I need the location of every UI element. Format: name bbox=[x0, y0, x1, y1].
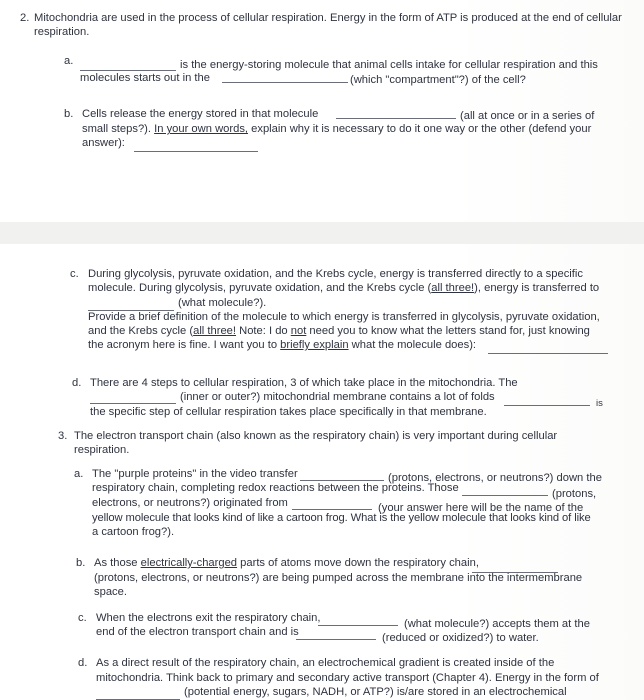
q3a-line-2b: (protons, bbox=[552, 488, 597, 500]
q3d-letter: d. bbox=[78, 657, 88, 669]
q2c-line-6b: what the molecule does): bbox=[351, 339, 477, 351]
q2c-line-6a: the acronym here is fine. I want you to bbox=[88, 339, 278, 351]
q2c-not: not bbox=[290, 325, 307, 337]
q3-number: 3. bbox=[58, 430, 68, 442]
q2d-line-3: the specific step of cellular respiration takes place specifically in that membrane. bbox=[90, 406, 487, 418]
q2c-letter: c. bbox=[70, 268, 79, 280]
q3d-line-1: As a direct result of the respiratory chain, an electrochemical gradient is created inside of the bbox=[96, 657, 555, 669]
q3b-line-1a: As those bbox=[94, 557, 138, 569]
q3d-line-2: mitochondria. Think back to primary and secondary active transport (Chapter 4). Energy in the form of bbox=[96, 672, 599, 684]
q2c-line-3: (what molecule?). bbox=[178, 297, 267, 309]
q2b-own-words: In your own words, bbox=[154, 123, 249, 135]
q3a-line-1a: The "purple proteins" in the video transfer bbox=[92, 468, 298, 480]
q3c-blank-2[interactable] bbox=[296, 629, 376, 645]
q2b-text-4: answer): bbox=[82, 137, 125, 149]
q2b-blank-1[interactable] bbox=[336, 108, 456, 124]
q2d-line-2-end: is bbox=[596, 398, 603, 409]
q2c-briefly-explain: briefly explain bbox=[280, 339, 349, 351]
q2c-blank-2[interactable] bbox=[488, 343, 608, 359]
q2b-text-1: Cells release the energy stored in that molecule bbox=[82, 108, 319, 120]
q2-number: 2. bbox=[20, 12, 30, 24]
q2c-line-6 bbox=[88, 339, 476, 353]
q3b-line-1b: parts of atoms move down the respiratory chain, bbox=[240, 557, 479, 569]
q2c-all-three-1: all three! bbox=[431, 282, 475, 294]
q3a-letter: a. bbox=[74, 468, 84, 480]
q3b-line-3: space. bbox=[94, 586, 127, 598]
q2b-blank-2[interactable] bbox=[134, 141, 258, 157]
q3c-line-2b: (reduced or oxidized?) to water. bbox=[382, 632, 539, 644]
q3b-electrically-charged: electrically-charged bbox=[140, 557, 238, 569]
q3c-line-1b: (what molecule?) accepts them at the bbox=[404, 618, 590, 630]
q2b-explain: explain why it is necessary to do it one way or the other (defend your bbox=[251, 123, 592, 135]
q2a-text-2: molecules starts out in the bbox=[80, 72, 210, 84]
q3d-line-3: (potential energy, sugars, NADH, or ATP?) is/are stored in an electrochemical bbox=[184, 686, 567, 698]
q3a-line-1b: (protons, electrons, or neutrons?) down the bbox=[388, 472, 602, 484]
q2a-letter: a. bbox=[64, 55, 74, 67]
q3c-line-1a: When the electrons exit the respiratory chain, bbox=[96, 612, 321, 624]
q3a-line-5: a cartoon frog?). bbox=[92, 526, 175, 538]
q3a-line-3a: electrons, or neutrons?) originated from bbox=[92, 497, 288, 509]
q3a-line-2a: respiratory chain, completing redox reactions between the proteins. Those bbox=[92, 482, 459, 494]
q2c-line-5b: Note: I do bbox=[236, 325, 288, 337]
q3-prompt: The electron transport chain (also known as the respiratory chain) is very important during cellular respiration. bbox=[74, 430, 558, 456]
q3a-line-3b: (your answer here will be the name of the bbox=[378, 502, 584, 514]
q2c-line-1: During glycolysis, pyruvate oxidation, and the Krebs cycle, energy is transferred directly to a specific bbox=[88, 268, 583, 280]
q2c-line-2 bbox=[88, 282, 599, 296]
q2b-text-2: (all at once or in a series of bbox=[460, 110, 595, 122]
q2c-line-5a: and the Krebs cycle ( bbox=[88, 325, 194, 337]
q2d-letter: d. bbox=[72, 377, 82, 389]
q2d-blank-2[interactable] bbox=[504, 395, 590, 411]
q3b-line-1 bbox=[94, 557, 479, 571]
q3c-letter: c. bbox=[78, 612, 87, 624]
q2b-text-3 bbox=[82, 123, 591, 137]
q2c-all-three-2: all three! bbox=[193, 325, 237, 337]
q2c-line-2a: molecule. During glycolysis, pyruvate oxidation, and the Krebs cycle ( bbox=[88, 282, 432, 294]
q3b-letter: b. bbox=[76, 557, 86, 569]
q2d-line-1: There are 4 steps to cellular respiration, 3 of which take place in the mitochondria. The bbox=[90, 377, 518, 389]
q2d-line-2: (inner or outer?) mitochondrial membrane contains a lot of folds bbox=[180, 391, 495, 403]
q3b-line-2: (protons, electrons, or neutrons?) are being pumped across the membrane into the intermembrane bbox=[94, 572, 583, 584]
q3d-blank-1[interactable] bbox=[96, 689, 180, 700]
q2b-letter: b. bbox=[64, 108, 74, 120]
q3c-line-2a: end of the electron transport chain and is bbox=[96, 626, 299, 638]
q2a-text-3: (which "compartment"?) of the cell? bbox=[350, 74, 526, 86]
q2c-line-2b: ), energy is transferred to bbox=[474, 282, 600, 294]
q2b-small-steps: small steps?). bbox=[82, 123, 152, 135]
q3a-line-4: yellow molecule that looks kind of like a cartoon frog. What is the yellow molecule that looks kind of like bbox=[92, 512, 591, 524]
q2a-text-1: is the energy-storing molecule that animal cells intake for cellular respiration and this bbox=[180, 59, 598, 71]
q2c-line-5 bbox=[88, 325, 590, 339]
q2-prompt: Mitochondria are used in the process of cellular respiration. Energy in the form of ATP is produced at the end of cellular respiration. bbox=[34, 12, 622, 38]
q2c-line-5c: need you to know what the letters stand for, just knowing bbox=[309, 325, 590, 337]
q2a-blank-2[interactable] bbox=[222, 72, 348, 88]
page-gap bbox=[0, 222, 644, 244]
q2c-line-4: Provide a brief definition of the molecule to which energy is transferred in glycolysis, pyruvate oxidation, bbox=[88, 311, 600, 323]
q3a-blank-2[interactable] bbox=[462, 485, 548, 501]
